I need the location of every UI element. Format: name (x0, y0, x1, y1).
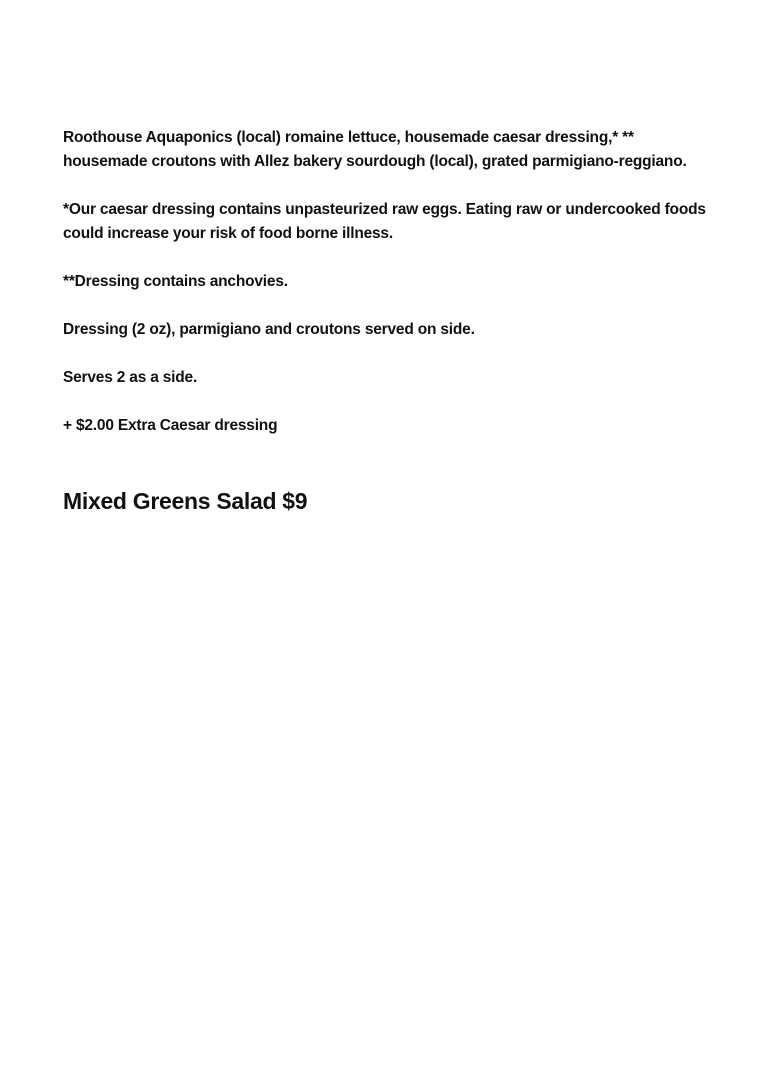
menu-document (63, 126, 713, 516)
next-item-title: Mixed Greens Salad $9 (63, 488, 308, 514)
serving-note: Dressing (2 oz), parmigiano and croutons served on side. (63, 321, 475, 338)
serves-note: Serves 2 as a side. (63, 369, 198, 386)
extra-dressing-option: + $2.00 Extra Caesar dressing (63, 417, 278, 434)
raw-egg-warning: *Our caesar dressing contains unpasteurized raw eggs. Eating raw or undercooked foods could increase your risk of food borne illness. (63, 201, 706, 242)
anchovy-note: **Dressing contains anchovies. (63, 273, 288, 290)
item-description: Roothouse Aquaponics (local) romaine lettuce, housemade caesar dressing,* ** housemade croutons with Allez bakery sourdough (local), grated parmigiano-reggiano. (63, 129, 687, 170)
